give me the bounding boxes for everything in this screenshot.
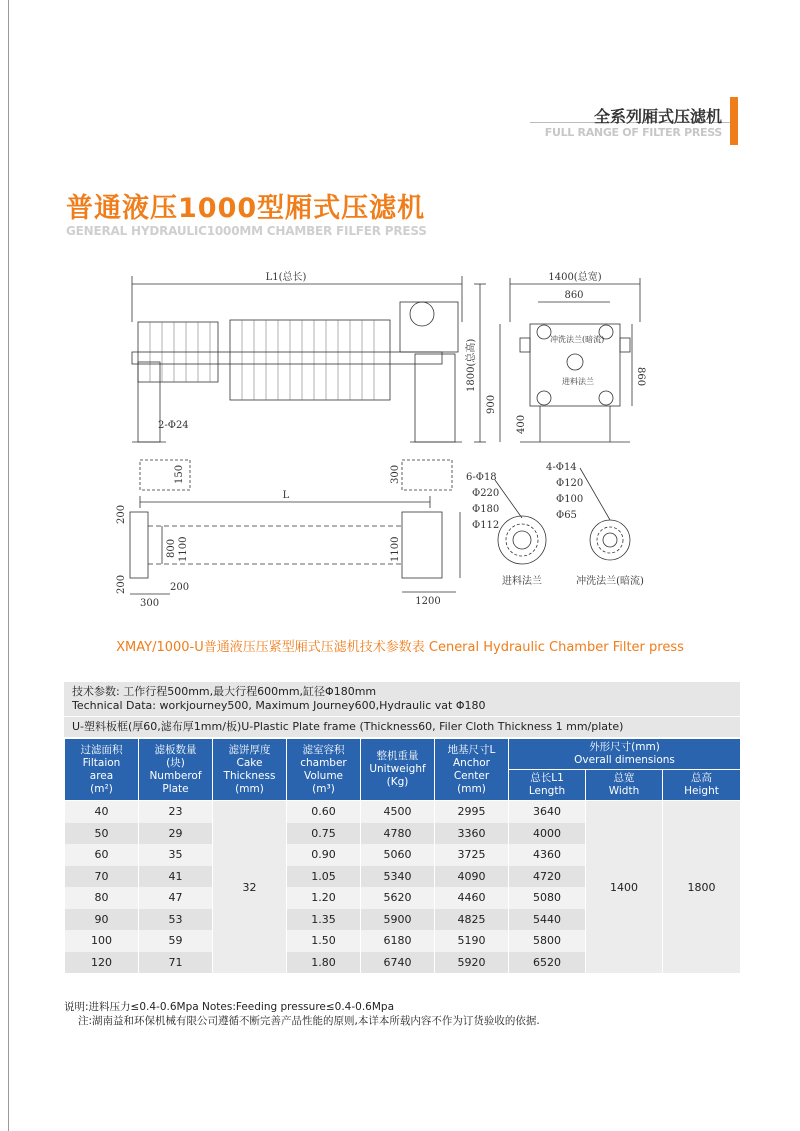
cell-length: 4000 (509, 823, 586, 845)
cell-length: 5800 (509, 930, 586, 952)
notes (64, 1000, 540, 1028)
cell-weight: 6740 (361, 952, 435, 974)
cell-weight: 6180 (361, 930, 435, 952)
dim-l1: L1(总长) (265, 272, 307, 283)
dim-1100-a: 1100 (178, 536, 189, 562)
cell-plates: 41 (139, 866, 213, 888)
tech-data-row (64, 682, 740, 717)
cell-volume: 0.75 (287, 823, 361, 845)
cell-anchor: 3725 (435, 844, 509, 866)
spec-table-body (65, 801, 741, 974)
table-caption: XMAY/1000-U普通液压压紧型厢式压滤机技术参数表 Ceneral Hydraulic Chamber Filter press (116, 640, 684, 655)
cell-volume: 1.35 (287, 909, 361, 931)
label-wash-flange: 冲洗法兰(暗流) (576, 576, 644, 587)
cell-anchor: 4460 (435, 887, 509, 909)
header-accent-bar (730, 97, 738, 145)
technical-drawing (110, 262, 670, 622)
cell-area: 50 (65, 823, 139, 845)
dim-6-holes: 6-Φ18 (466, 472, 497, 483)
dim-300: 300 (390, 464, 401, 484)
cell-volume: 0.60 (287, 801, 361, 823)
dim-d112: Φ112 (472, 520, 500, 531)
header-title-en: FULL RANGE OF FILTER PRESS (544, 126, 722, 139)
cell-height: 1800 (663, 801, 741, 974)
cell-weight: 5620 (361, 887, 435, 909)
col-width: 总宽 Width (586, 770, 663, 801)
dim-width-1400: 1400(总宽) (548, 272, 602, 283)
dim-800: 800 (166, 538, 177, 558)
note-disclaimer: 注:湖南益和环保机械有限公司遵循不断完善产品性能的原则,本详本所载内容不作为订货验收的依据. (78, 1015, 540, 1027)
dim-4-holes: 4-Φ14 (546, 462, 577, 473)
note-feeding-pressure: 说明:进料压力≤0.4-0.6Mpa Notes:Feeding pressure≤0.4-0.6Mpa (64, 1001, 395, 1013)
table-row (65, 801, 741, 823)
cell-plates: 53 (139, 909, 213, 931)
cell-plates: 59 (139, 930, 213, 952)
tech-data-cn: 技术参数: 工作行程500mm,最大行程600mm,缸径Φ180mm (72, 685, 377, 698)
cell-volume: 0.90 (287, 844, 361, 866)
cell-volume: 1.80 (287, 952, 361, 974)
cell-plates: 35 (139, 844, 213, 866)
col-anchor: 地基尺寸L Anchor Center (mm) (435, 739, 509, 801)
col-volume: 滤室容积 chamber Volume (m³) (287, 739, 361, 801)
spec-table-wrapper (64, 682, 740, 973)
cell-anchor: 5920 (435, 952, 509, 974)
col-cake: 滤饼厚度 Cake Thickness (mm) (213, 739, 287, 801)
cell-anchor: 4090 (435, 866, 509, 888)
cell-weight: 5060 (361, 844, 435, 866)
cell-area: 100 (65, 930, 139, 952)
cell-anchor: 5190 (435, 930, 509, 952)
cell-anchor: 3360 (435, 823, 509, 845)
cell-anchor: 4825 (435, 909, 509, 931)
cell-volume: 1.50 (287, 930, 361, 952)
cell-plates: 29 (139, 823, 213, 845)
cell-weight: 4780 (361, 823, 435, 845)
plate-frame-text: U-塑料板框(厚60,滤布厚1mm/板)U-Plastic Plate frame (Thickness60, Filer Cloth Thickness 1 mm/plate) (72, 720, 624, 733)
col-area: 过滤面积 Filtaion area (m²) (65, 739, 139, 801)
cell-length: 3640 (509, 801, 586, 823)
col-plates: 滤板数量 (块) Numberof Plate (139, 739, 213, 801)
label-feed-flange: 进料法兰 (502, 576, 542, 587)
dim-width-860: 860 (564, 290, 584, 301)
dim-d65: Φ65 (556, 510, 577, 521)
dim-150: 150 (174, 464, 185, 484)
col-overall: 外形尺寸(mm) Overall dimensions (509, 739, 741, 770)
dim-200-a: 200 (116, 504, 127, 524)
dim-1100-b: 1100 (390, 536, 401, 562)
col-height: 总高 Height (663, 770, 741, 801)
cell-length: 5080 (509, 887, 586, 909)
cell-area: 120 (65, 952, 139, 974)
page-margin-line (8, 0, 9, 1131)
cell-volume: 1.05 (287, 866, 361, 888)
cell-area: 90 (65, 909, 139, 931)
cell-anchor: 2995 (435, 801, 509, 823)
dim-200-b: 200 (116, 574, 127, 594)
cell-plates: 47 (139, 887, 213, 909)
cell-weight: 4500 (361, 801, 435, 823)
cell-area: 70 (65, 866, 139, 888)
dim-d220: Φ220 (472, 488, 500, 499)
label-wash-inlet: 冲洗法兰(暗流) (550, 335, 605, 344)
dim-height-1800: 1800(总高) (466, 338, 477, 392)
plate-frame-row (64, 717, 740, 738)
spec-table (64, 738, 741, 973)
product-title-en: GENERAL HYDRAULIC1000MM CHAMBER FILFER PRESS (66, 224, 427, 238)
dim-l: L (282, 490, 290, 501)
header-title-cn: 全系列厢式压滤机 (593, 107, 722, 126)
dim-height-900: 900 (486, 394, 497, 414)
dim-d100: Φ100 (556, 494, 584, 505)
cell-area: 80 (65, 887, 139, 909)
cell-area: 60 (65, 844, 139, 866)
col-weight: 整机重量 Unitweighf (Kg) (361, 739, 435, 801)
dim-height-860: 860 (635, 367, 646, 387)
tech-data-en: Technical Data: workjourney500, Maximum Journey600,Hydraulic vat Φ180 (72, 699, 486, 712)
cell-plates: 71 (139, 952, 213, 974)
label-feed-inlet: 进料法兰 (562, 377, 594, 386)
col-length: 总长L1 Length (509, 770, 586, 801)
dim-300-b: 300 (140, 598, 160, 609)
cell-plates: 23 (139, 801, 213, 823)
dim-d120: Φ120 (556, 478, 584, 489)
cell-weight: 5340 (361, 866, 435, 888)
cell-area: 40 (65, 801, 139, 823)
cell-length: 5440 (509, 909, 586, 931)
cell-width: 1400 (586, 801, 663, 974)
cell-length: 4360 (509, 844, 586, 866)
cell-length: 4720 (509, 866, 586, 888)
dim-d180: Φ180 (472, 504, 500, 515)
cell-length: 6520 (509, 952, 586, 974)
dim-200-c: 200 (170, 582, 190, 593)
dim-hole: 2-Φ24 (158, 420, 189, 431)
product-title-cn: 普通液压1000型厢式压滤机 (66, 193, 426, 224)
cell-cake-thickness: 32 (213, 801, 287, 974)
cell-volume: 1.20 (287, 887, 361, 909)
cell-weight: 5900 (361, 909, 435, 931)
dim-height-400: 400 (516, 414, 527, 434)
dim-1200: 1200 (415, 596, 441, 607)
